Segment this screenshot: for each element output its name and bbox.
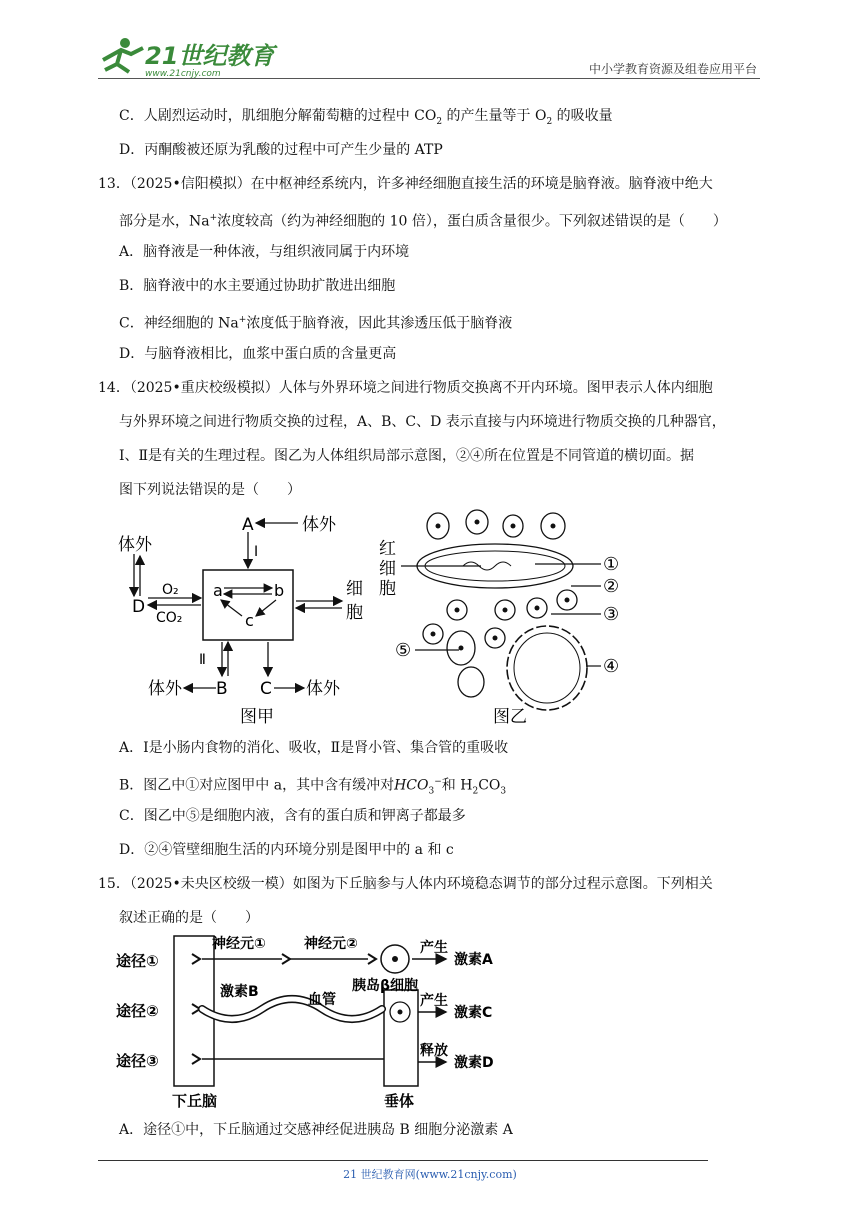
- hormone-D: 激素D: [454, 1055, 494, 1071]
- q13-option-a: A．脑脊液是一种体液，与组织液同属于内环境: [119, 244, 410, 260]
- label-process-II: Ⅱ: [199, 652, 206, 668]
- label-circ2: ②: [603, 576, 620, 597]
- q14-option-b: B．图乙中①对应图甲中 a，其中含有缓冲对$HCO_3^-$和 $H_2CO_3$: [119, 777, 507, 797]
- q14-stem-line3: Ⅰ、Ⅱ是有关的生理过程。图乙为人体组织局部示意图，②④所在位置是不同管道的横切面。据: [119, 448, 695, 464]
- q14-stem-line4: 图下列说法错误的是（ ）: [119, 482, 301, 498]
- hypothalamus-label: 下丘脑: [172, 1092, 218, 1110]
- q13-option-d: D．与脑脊液相比，血浆中蛋白质的含量更高: [119, 346, 397, 362]
- hormone-B: 激素B: [220, 984, 259, 1000]
- label-xi: 细: [346, 579, 363, 599]
- q13-stem-line2: 部分是水，Na+浓度较高（约为神经细胞的 10 倍），蛋白质含量很少。下列叙述错误的是（ ）: [119, 213, 727, 230]
- neuron-2: 神经元②: [304, 936, 358, 952]
- hormone-C: 激素C: [454, 1005, 493, 1021]
- release-label: 释放: [420, 1043, 448, 1059]
- footer-divider: [98, 1160, 708, 1161]
- label-process-I: Ⅰ: [254, 544, 259, 560]
- q15-stem-line1: 15．（2025•未央区校级一模）如图为下丘脑参与人体内环境稳态调节的部分过程示意图。下列相关: [98, 876, 713, 892]
- label-a: a: [213, 581, 223, 600]
- q15-option-a: A．途径①中，下丘脑通过交感神经促进胰岛 B 细胞分泌激素 A: [119, 1122, 513, 1138]
- route-2: 途径②: [116, 1002, 159, 1020]
- header-divider: [98, 78, 760, 79]
- caption-yi: 图乙: [493, 707, 527, 727]
- label-hong: 红: [379, 539, 396, 559]
- figure-jia: [110, 508, 370, 730]
- q13-option-c: C．神经细胞的 Na+浓度低于脑脊液，因此其渗透压低于脑脊液: [119, 315, 513, 332]
- q12-option-c: C．人剧烈运动时，肌细胞分解葡萄糖的过程中 $CO_2$ 的产生量等于 $O_2$ 的吸收量: [119, 108, 613, 127]
- produce-2: 产生: [420, 993, 448, 1009]
- logo-text: 21世纪教育: [145, 42, 275, 70]
- q13-stem-line1: 13．（2025•信阳模拟）在中枢神经系统内，许多神经细胞直接生活的环境是脑脊液。脑脊液中绝大: [98, 176, 713, 192]
- hormone-A: 激素A: [454, 952, 493, 968]
- label-circ4: ④: [603, 656, 620, 677]
- label-tiwai-bottom-left: 体外: [148, 679, 182, 699]
- label-C: C: [260, 679, 272, 699]
- q14-stem-line1: 14．（2025•重庆校级模拟）人体与外界环境之间进行物质交换离不开内环境。图甲表示人体内细胞: [98, 380, 713, 396]
- label-bao: 胞: [346, 603, 363, 623]
- neuron-1: 神经元①: [212, 936, 266, 952]
- label-circ3: ③: [603, 604, 620, 625]
- header-platform-text: 中小学教育资源及组卷应用平台: [588, 62, 757, 76]
- q12-option-d: D．丙酮酸被还原为乳酸的过程中可产生少量的 ATP: [119, 142, 443, 158]
- label-tiwai-bottom-right: 体外: [306, 679, 340, 699]
- q14-stem-line2: 与外界环境之间进行物质交换的过程，A、B、C、D 表示直接与内环境进行物质交换的几种器官，: [119, 414, 726, 430]
- footer-text: 21 世纪教育网(www.21cnjy.com): [343, 1168, 517, 1181]
- logo-url: www.21cnjy.com: [145, 69, 221, 79]
- route-1: 途径①: [116, 952, 159, 970]
- label-tiwai-top: 体外: [302, 515, 336, 535]
- blood-vessel-outer: [202, 999, 382, 1019]
- label-D: D: [132, 597, 146, 617]
- route-3: 途径③: [116, 1052, 159, 1070]
- islet-label: 胰岛β细胞: [352, 978, 419, 994]
- produce-1: 产生: [420, 940, 448, 956]
- q14-option-c: C．图乙中⑤是细胞内液，含有的蛋白质和钾离子都最多: [119, 808, 466, 824]
- figure-hypothalamus: [112, 932, 532, 1112]
- runner-icon: [103, 38, 143, 72]
- pituitary-label: 垂体: [384, 1092, 415, 1110]
- label-A: A: [242, 515, 254, 535]
- label-CO2: CO₂: [156, 610, 183, 626]
- label-B: B: [216, 679, 228, 699]
- label-b: b: [274, 581, 285, 600]
- q15-stem-line2: 叙述正确的是（ ）: [119, 910, 259, 926]
- label-circ5: ⑤: [395, 640, 412, 661]
- vessel-label: 血管: [308, 992, 336, 1008]
- label-bao2: 胞: [379, 579, 396, 599]
- q14-option-a: A．Ⅰ是小肠内食物的消化、吸收，Ⅱ是肾小管、集合管的重吸收: [119, 740, 509, 756]
- tube-outer: [507, 626, 587, 710]
- label-tiwai-left: 体外: [118, 535, 152, 555]
- site-logo: [95, 36, 275, 80]
- caption-jia: 图甲: [240, 707, 274, 727]
- q13-option-b: B．脑脊液中的水主要通过协助扩散进出细胞: [119, 278, 396, 294]
- label-O2: O₂: [162, 582, 179, 598]
- label-c: c: [245, 611, 254, 630]
- label-xi2: 细: [379, 559, 396, 579]
- label-circ1: ①: [603, 554, 620, 575]
- figure-yi: [375, 508, 640, 730]
- q14-option-d: D．②④管壁细胞生活的内环境分别是图甲中的 a 和 c: [119, 842, 454, 858]
- pituitary-box: [384, 990, 418, 1086]
